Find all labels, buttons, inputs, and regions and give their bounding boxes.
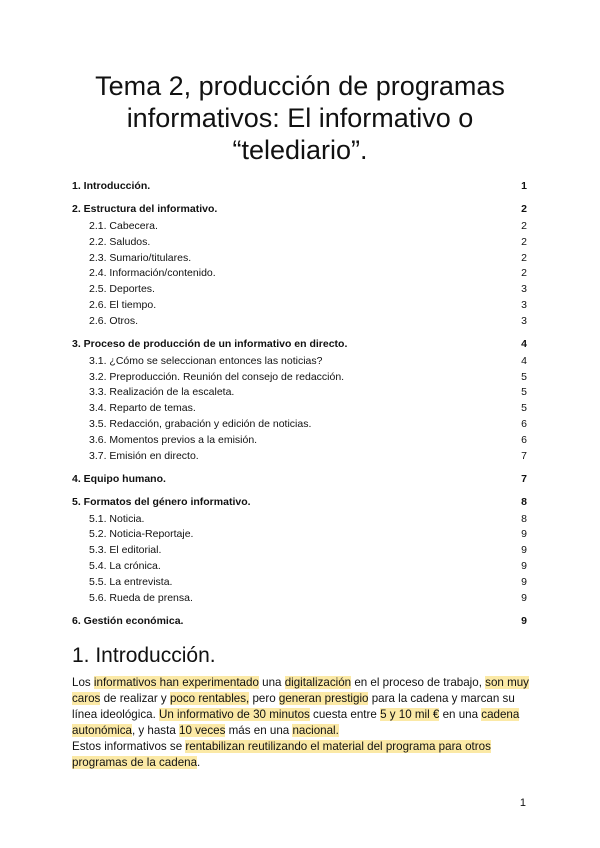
toc-entry[interactable] (72, 354, 527, 368)
toc-entry-page: 2 (521, 203, 527, 215)
toc-entry[interactable] (72, 543, 527, 557)
toc-entry-page: 9 (521, 528, 527, 541)
toc-entry-page: 5 (521, 402, 527, 415)
body-text-segment: pero (249, 692, 279, 705)
toc-entry-label: 5.5. La entrevista. (89, 575, 173, 588)
body-text-segment: en el proceso de trabajo, (351, 676, 486, 689)
toc-entry[interactable] (72, 417, 527, 431)
highlighted-text: nacional. (292, 724, 339, 737)
highlighted-text: poco rentables, (169, 692, 250, 705)
toc-entry-label: 5.1. Noticia. (89, 512, 145, 525)
toc-entry-label: 2. Estructura del informativo. (72, 203, 218, 215)
toc-entry[interactable] (72, 472, 527, 486)
toc-entry[interactable] (72, 559, 527, 573)
toc-entry-label: 2.3. Sumario/titulares. (89, 251, 192, 264)
body-text-segment: Los (72, 676, 94, 689)
body-text-segment: , y hasta (131, 724, 179, 737)
toc-entry-label: 5.3. El editorial. (89, 544, 162, 557)
toc-entry[interactable] (72, 433, 527, 447)
toc-entry-label: 5.2. Noticia-Reportaje. (89, 528, 194, 541)
toc-entry-page: 7 (521, 472, 527, 485)
toc-entry-page: 8 (521, 495, 527, 508)
toc-entry-label: 3.7. Emisión en directo. (89, 449, 199, 462)
toc-entry-label: 5. Formatos del género informativo. (72, 495, 251, 508)
toc-entry[interactable] (72, 449, 527, 463)
toc-entry-page: 6 (521, 433, 527, 446)
toc-entry[interactable] (72, 512, 527, 526)
body-text-segment: . (197, 756, 201, 769)
highlighted-text: son muy caros (72, 676, 529, 705)
toc-entry-label: 6. Gestión económica. (72, 614, 184, 627)
toc-entry-label: 3.3. Realización de la escaleta. (89, 386, 235, 399)
toc-entry[interactable] (72, 337, 527, 351)
section-heading: 1. Introducción. (72, 644, 216, 667)
toc-entry-page: 5 (521, 386, 527, 399)
toc-entry-label: 2.2. Saludos. (89, 235, 151, 248)
toc-entry-page: 9 (521, 591, 527, 604)
toc-entry-page: 1 (521, 180, 527, 192)
toc-entry[interactable] (72, 251, 527, 265)
toc-entry[interactable] (72, 219, 527, 233)
body-text-segment: para la cadena y marcan su línea ideológica. (72, 692, 515, 721)
toc-entry[interactable] (72, 298, 527, 312)
toc-entry-label: 3.5. Redacción, grabación y edición de noticias. (89, 418, 312, 430)
body-text-segment: más en una (225, 724, 293, 737)
body-text-segment: en una (439, 708, 482, 721)
toc-entry-page: 2 (521, 251, 527, 264)
toc-entry-page: 3 (521, 283, 527, 296)
toc-entry[interactable] (72, 495, 527, 509)
toc-entry-page: 6 (521, 418, 527, 430)
highlighted-text: rentabilizan reutilizando el material del programa para otros programas de la cadena (72, 740, 491, 769)
highlighted-text: informativos han experimentado (93, 676, 259, 689)
toc-entry-page: 3 (521, 314, 527, 327)
toc-entry-page: 9 (521, 560, 527, 572)
highlighted-text: 10 veces (179, 724, 226, 737)
toc-entry-label: 4. Equipo humano. (72, 472, 166, 485)
body-text-segment: cuesta entre (309, 708, 381, 721)
toc-entry[interactable] (72, 282, 527, 296)
toc-entry-label: 2.6. Otros. (89, 314, 139, 327)
toc-entry-label: 5.4. La crónica. (89, 560, 161, 572)
toc-entry[interactable] (72, 202, 527, 216)
highlighted-text: digitalización (284, 676, 352, 689)
toc-entry[interactable] (72, 235, 527, 249)
toc-entry-label: 2.1. Cabecera. (89, 220, 158, 232)
toc-entry-page: 4 (521, 337, 527, 350)
toc-entry-page: 4 (521, 354, 527, 367)
toc-entry-label: 3. Proceso de producción de un informativo en directo. (72, 337, 348, 350)
toc-entry-label: 3.2. Preproducción. Reunión del consejo de redacción. (89, 370, 345, 383)
toc-entry-page: 5 (521, 370, 527, 383)
toc-entry-page: 3 (521, 299, 527, 311)
toc-entry[interactable] (72, 370, 527, 384)
page-number: 1 (519, 797, 526, 809)
toc-entry-page: 2 (521, 235, 527, 248)
toc-entry-label: 2.5. Deportes. (89, 283, 155, 296)
toc-entry-label: 2.6. El tiempo. (89, 299, 157, 311)
toc-entry[interactable] (72, 401, 527, 415)
toc-entry-page: 8 (521, 512, 527, 525)
highlighted-text: 5 y 10 mil € (380, 708, 440, 721)
toc-entry[interactable] (72, 385, 527, 399)
toc-entry-page: 7 (521, 449, 527, 462)
body-text-segment: Estos informativos se (72, 740, 186, 753)
toc-entry[interactable] (72, 575, 527, 589)
intro-paragraph (72, 675, 532, 771)
toc-entry-label: 1. Introducción. (72, 180, 151, 192)
toc-entry-page: 2 (521, 267, 527, 280)
highlighted-text: generan prestigio (278, 692, 369, 705)
body-text-segment: de realizar y (100, 692, 170, 705)
toc-entry[interactable] (72, 266, 527, 280)
toc-entry[interactable] (72, 179, 527, 193)
toc-entry-page: 9 (521, 575, 527, 588)
toc-entry-label: 3.4. Reparto de temas. (89, 402, 196, 415)
body-text-segment: una (258, 676, 285, 689)
toc-entry-label: 3.6. Momentos previos a la emisión. (89, 433, 258, 446)
toc-entry-page: 9 (521, 544, 527, 557)
document-title: Tema 2, producción de programas informativos: El informativo o “telediario”. (95, 71, 505, 165)
toc-entry-label: 2.4. Información/contenido. (89, 267, 216, 280)
toc-entry-page: 2 (521, 220, 527, 232)
toc-entry[interactable] (72, 591, 527, 605)
highlighted-text: Un informativo de 30 minutos (159, 708, 310, 721)
toc-entry-label: 5.6. Rueda de prensa. (89, 591, 193, 604)
toc-entry[interactable] (72, 527, 527, 541)
toc-entry[interactable] (72, 614, 527, 628)
toc-entry[interactable] (72, 314, 527, 328)
toc-entry-label: 3.1. ¿Cómo se seleccionan entonces las noticias? (89, 354, 323, 367)
toc-entry-page: 9 (521, 614, 527, 627)
highlighted-text: cadena autonómica (72, 708, 520, 737)
